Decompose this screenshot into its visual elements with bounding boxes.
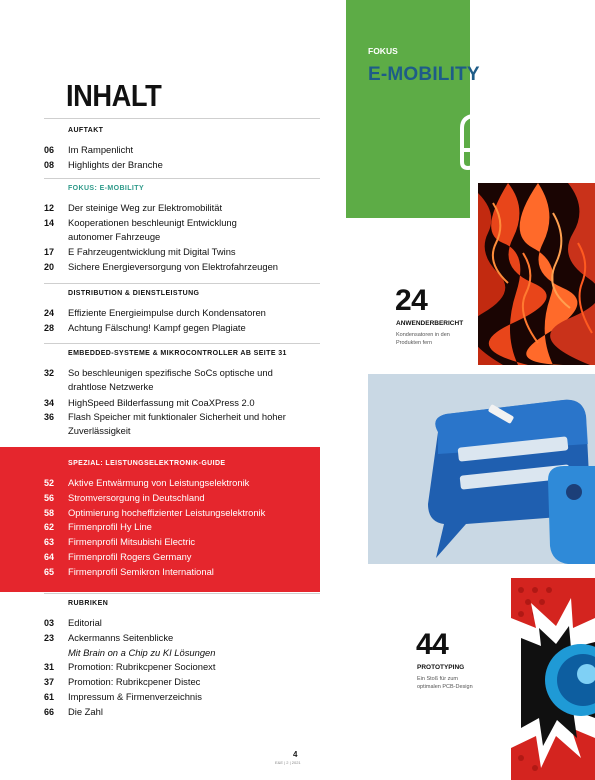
section-divider xyxy=(44,593,320,594)
toc-page-number: 61 xyxy=(44,692,55,702)
toc-entry-title xyxy=(68,660,316,674)
section-heading: RUBRIKEN xyxy=(68,600,109,607)
toc-entry[interactable] xyxy=(0,245,320,260)
toc-entry-title xyxy=(68,143,316,157)
toc-page-number: 20 xyxy=(44,262,55,273)
toc-page-number: 52 xyxy=(44,478,55,488)
toc-entry-line: Effiziente Energieimpulse durch Kondensatoren xyxy=(68,307,266,318)
section-heading: DISTRIBUTION & DIENSTLEISTUNG xyxy=(68,290,200,297)
toc-entry[interactable] xyxy=(0,321,320,336)
toc-entry-title xyxy=(68,366,316,394)
toc-entry[interactable] xyxy=(0,690,320,705)
toc-entry[interactable] xyxy=(0,646,320,661)
toc-page-number: 66 xyxy=(44,706,55,717)
toc-entry-line: Editorial xyxy=(68,617,102,628)
toc-page-number: 31 xyxy=(44,662,55,673)
toc-page-number: 63 xyxy=(44,537,55,548)
page-footer-info: E&E | 2 | 2021 xyxy=(275,760,301,765)
toc-page-number: 36 xyxy=(44,412,55,423)
toc-entry[interactable] xyxy=(0,216,320,246)
section-divider xyxy=(44,283,320,284)
toc-entry[interactable] xyxy=(0,660,320,675)
toc-entry[interactable] xyxy=(0,410,320,440)
toc-entry-title xyxy=(68,491,316,505)
section-heading: EMBEDDED-SYSTEME & MIKROCONTROLLER AB SEITE 31 xyxy=(68,350,287,357)
toc-entry-title xyxy=(68,321,316,335)
toc-entry[interactable] xyxy=(0,476,320,491)
toc-entry-line: Firmenprofil Hy Line xyxy=(68,521,152,533)
toc-entry-title xyxy=(68,705,316,719)
toc-entry-line: Firmenprofil Semikron International xyxy=(68,565,214,577)
toc-entry[interactable] xyxy=(0,705,320,720)
toc-entry-title xyxy=(68,245,316,259)
toc-page-number: 62 xyxy=(44,522,55,533)
toc-entry[interactable] xyxy=(0,506,320,521)
toc-entry[interactable] xyxy=(0,396,320,411)
toc-entry-title xyxy=(68,631,316,645)
ev-plug-car-icon xyxy=(440,10,580,180)
toc-page-number: 06 xyxy=(44,145,55,155)
fokus-title: E-MOBILITY xyxy=(368,64,480,85)
toc-entry-title xyxy=(68,520,316,534)
toc-entry-line: Im Rampenlicht xyxy=(68,144,134,155)
toc-page-number: 12 xyxy=(44,203,55,213)
toc-page-number: 56 xyxy=(44,492,55,503)
toc-entry[interactable] xyxy=(0,616,320,631)
toc-page-number: 37 xyxy=(44,677,55,688)
toc-entry[interactable] xyxy=(0,306,320,321)
toc-entry-line: Firmenprofil Rogers Germany xyxy=(68,551,192,562)
toc-entry-line: Promotion: Rubrikcpener Distec xyxy=(68,676,201,688)
section-divider xyxy=(44,118,320,119)
toc-entry-line: Zuverlässigkeit xyxy=(68,425,131,437)
highlight-1-label: ANWENDERBERICHT xyxy=(396,320,464,327)
toc-entry-line: Flash Speicher mit funktionaler Sicherheit und hoher xyxy=(68,411,286,423)
toc-entry-line: HighSpeed Bilderfassung mit CoaXPress 2.0 xyxy=(68,396,255,408)
toc-entry-line: Optimierung hocheffizienter Leistungselektronik xyxy=(68,506,266,518)
toc-entry-line: E Fahrzeugentwicklung mit Digital Twins xyxy=(68,246,236,258)
toc-page-number: 14 xyxy=(44,217,55,228)
toc-entry-line: So beschleunigen spezifische SoCs optische und xyxy=(68,367,273,378)
section-heading: SPEZIAL: LEISTUNGSELEKTRONIK-GUIDE xyxy=(68,460,226,467)
toc-entry[interactable] xyxy=(0,366,320,396)
toc-page-number: 32 xyxy=(44,368,55,378)
toc-entry[interactable] xyxy=(0,491,320,506)
toc-entry-title xyxy=(68,396,316,410)
toc-entry-line: Aktive Entwärmung von Leistungselektronik xyxy=(68,477,250,488)
toc-entry[interactable] xyxy=(0,535,320,550)
toc-entry-title xyxy=(68,506,316,520)
section-heading: AUFTAKT xyxy=(68,127,104,134)
toc-entry-line: Ackermanns Seitenblicke xyxy=(68,631,174,643)
comic-burst-image xyxy=(511,578,595,780)
toc-page-number: 58 xyxy=(44,507,55,518)
toc-page-number: 03 xyxy=(44,618,55,628)
toc-entry-title xyxy=(68,616,316,630)
toc-page-number: 24 xyxy=(44,308,55,318)
toc-entry[interactable] xyxy=(0,158,320,173)
toc-page-number: 17 xyxy=(44,247,55,258)
section-heading: FOKUS: E-MOBILITY xyxy=(68,185,145,192)
toc-entry-line: Promotion: Rubrikcpener Socionext xyxy=(68,661,216,673)
toc-entry-title xyxy=(68,216,316,244)
toc-entry-line: Impressum & Firmenverzeichnis xyxy=(68,691,202,702)
toc-entry-title xyxy=(68,535,316,549)
toc-entry-line: Firmenprofil Mitsubishi Electric xyxy=(68,536,196,548)
toc-entry-title xyxy=(68,550,316,564)
toc-entry-line: Highlights der Branche xyxy=(68,158,163,170)
toc-entry-title xyxy=(68,565,316,579)
fokus-label: FOKUS xyxy=(368,46,398,56)
highlight-1-number: 24 xyxy=(395,284,428,317)
toc-entry[interactable] xyxy=(0,201,320,216)
toc-entry-title xyxy=(68,260,316,274)
toc-entry[interactable] xyxy=(0,565,320,580)
toc-page-number: 34 xyxy=(44,397,55,408)
toc-entry-title xyxy=(68,410,316,438)
toc-page-number: 28 xyxy=(44,322,55,333)
toc-entry-title xyxy=(68,158,316,172)
section-divider xyxy=(44,178,320,179)
fire-image xyxy=(478,183,595,365)
toc-entry-line: Kooperationen beschleunigt Entwicklung xyxy=(68,216,237,228)
toc-entry-title xyxy=(68,690,316,704)
toc-entry-title xyxy=(68,646,316,660)
toc-entry-title xyxy=(68,306,316,320)
toc-entry-line: Stromversorgung in Deutschland xyxy=(68,491,205,503)
toc-page-number: 23 xyxy=(44,632,55,643)
toc-page-number: 65 xyxy=(44,566,55,577)
toc-entry[interactable] xyxy=(0,143,320,158)
toc-entry[interactable] xyxy=(0,675,320,690)
toc-entry-title xyxy=(68,201,316,215)
section-divider xyxy=(44,343,320,344)
toc-entry-line: drahtlose Netzwerke xyxy=(68,381,154,392)
toc-page-number: 64 xyxy=(44,552,55,562)
highlight-2-number: 44 xyxy=(416,628,449,661)
highlight-2-label: PROTOTYPING xyxy=(417,664,465,671)
toc-entry-line: Sichere Energieversorgung von Elektrofahrzeugen xyxy=(68,261,279,273)
toc-entry-line: Der steinige Weg zur Elektromobilität xyxy=(68,202,223,213)
toc-entry-line: Die Zahl xyxy=(68,705,103,717)
toc-entry[interactable] xyxy=(0,631,320,646)
toc-entry-line: autonomer Fahrzeuge xyxy=(68,230,161,242)
toc-entry[interactable] xyxy=(0,520,320,535)
page-title: INHALT xyxy=(66,78,162,113)
highlight-1-text: Kondensatoren in den Produkten fern xyxy=(396,332,450,346)
toc-entry[interactable] xyxy=(0,550,320,565)
toc-entry[interactable] xyxy=(0,260,320,275)
toc-entry-title xyxy=(68,476,316,490)
toc-page-number: 08 xyxy=(44,159,55,170)
toc-entry-title xyxy=(68,675,316,689)
toc-entry-line: Achtung Fälschung! Kampf gegen Plagiate xyxy=(68,321,246,333)
highlight-2-text: Ein Stoß für zum optimalen PCB-Design xyxy=(417,676,473,690)
chat-bubbles-image xyxy=(368,374,595,564)
toc-entry-line: Mit Brain on a Chip zu KI Lösungen xyxy=(68,646,216,658)
page-number: 4 xyxy=(293,750,298,759)
